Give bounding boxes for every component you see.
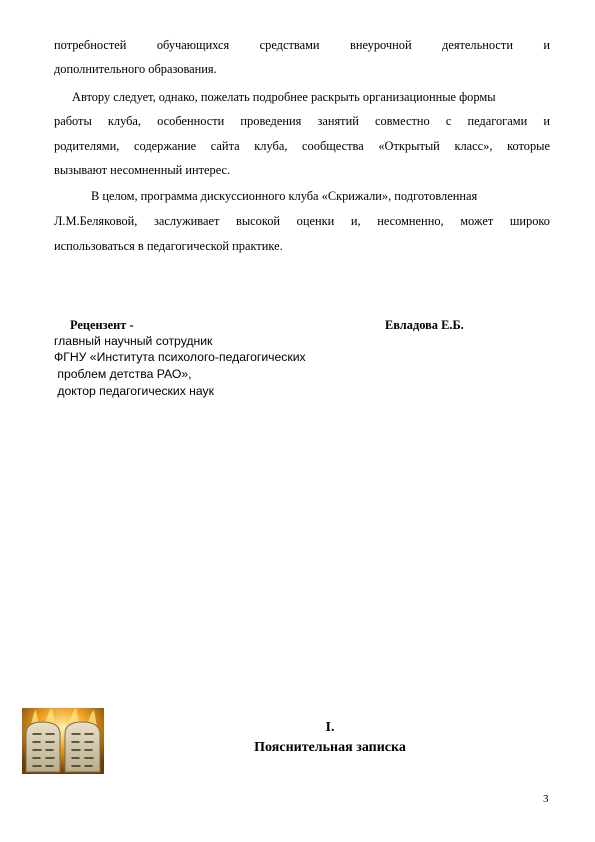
commandment-tablets-image [22,708,104,774]
reviewer-institution: ФГНУ «Института психолого-педагогических [54,350,306,364]
paragraph-3-line-1: В целом, программа дискуссионного клуба «Скрижали», подготовленная [91,189,478,203]
paragraph-1-line-2: дополнительного образования. [54,62,217,76]
paragraph-2-line-4: вызывают несомненный интерес. [54,163,231,177]
paragraph-1-line-1: потребностей обучающихся средствами внеурочной деятельности и [54,38,550,52]
reviewer-label: Рецензент - [70,318,134,332]
section-title: Пояснительная записка [254,740,406,755]
reviewer-degree: доктор педагогических наук [54,384,214,398]
paragraph-2-line-2: работы клуба, особенности проведения занятий совместно с педагогами и [54,114,550,128]
reviewer-position: главный научный сотрудник [54,334,213,348]
paragraph-2-line-3: родителями, содержание сайта клуба, сообщества «Открытый класс», которые [54,139,550,153]
paragraph-2-line-1: Автору следует, однако, пожелать подробнее раскрыть организационные формы [72,90,496,104]
paragraph-3-line-3: использоваться в педагогической практике. [54,239,283,253]
section-number: I. [325,720,335,735]
page-number: 3 [543,793,549,805]
reviewer-name: Евладова Е.Б. [385,318,464,332]
paragraph-3-line-2: Л.М.Беляковой, заслуживает высокой оценки и, несомненно, может широко [54,214,550,228]
reviewer-institution-cont: проблем детства РАО», [54,367,192,381]
